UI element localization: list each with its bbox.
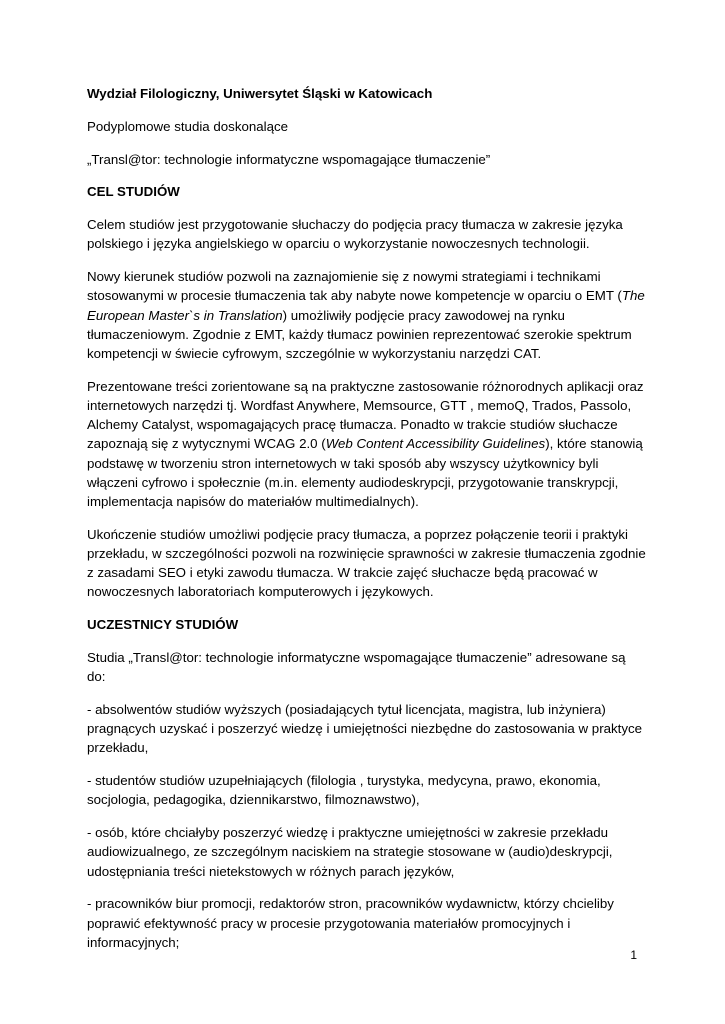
document-body — [87, 84, 647, 966]
section-heading-goal: CEL STUDIÓW — [87, 184, 180, 200]
paragraph-completion: Ukończenie studiów umożliwi podjęcie pracy tłumacza, a poprzez połączenie teorii i praktyki przekładu, w szczególności pozwoli na rozwinięcie sprawności w zakresie tłumaczenia zgodnie z zasadami SEO i etyki zawodu tłumacza. W trakcie zajęć słuchacze będą pracować w nowoczesnych laboratoriach komputerowych i językowych. — [87, 526, 646, 600]
section-heading-participants: UCZESTNICY STUDIÓW — [87, 617, 239, 633]
program-title: „Transl@tor: technologie informatyczne wspomagające tłumaczenie” — [87, 151, 491, 167]
paragraph-emt-italic: The European Master`s in Translation — [87, 288, 645, 323]
program-type: Podyplomowe studia doskonalące — [87, 118, 289, 134]
list-item: - pracowników biur promocji, redaktorów stron, pracowników wydawnictw, którzy chcieliby poprawić efektywność pracy w procesie przygotowania materiałów promocyjnych i informacyjnych; — [87, 896, 614, 950]
paragraph-tools — [87, 377, 647, 511]
paragraph-addressed: Studia „Transl@tor: technologie informatyczne wspomagające tłumaczenie” adresowane są do: — [87, 650, 626, 685]
paragraph-emt — [87, 267, 647, 363]
paragraph-emt-part2: ) umożliwiły podjęcie pracy zawodowej na rynku tłumaczeniowym. Zgodnie z EMT, każdy tłumacz powinien reprezentować szerokie spektrum kompetencji w świecie cyfrowym, szczególnie w wykorzystaniu narzędzi CAT. — [87, 307, 632, 361]
list-item: - absolwentów studiów wyższych (posiadających tytuł licencjata, magistra, lub inżyniera) pragnących uzyskać i poszerzyć wiedzę i umiejętności niezbędne do zastosowania w praktyce przekładu, — [87, 702, 643, 756]
paragraph-tools-part2: ), które stanowią podstawę w tworzeniu stron internetowych w taki sposób aby wszyscy użytkownicy byli włączeni cyfrowo i społecznie (m.in. elementy audiodeskrypcji, przygotowanie transkrypcji, implementacja napisów do materiałów multimedialnych). — [87, 436, 643, 510]
paragraph-emt-part1: Nowy kierunek studiów pozwoli na zaznajomienie się z nowymi strategiami i technikami stosowanymi w procesie tłumaczenia tak aby nabyte nowe kompetencje w oparciu o EMT ( — [87, 269, 622, 304]
list-item: - osób, które chciałyby poszerzyć wiedzę i praktyczne umiejętności w zakresie przekładu audiowizualnego, ze szczególnym naciskiem na strategie stosowane w (audio)deskrypcji, udostępniania treści nietekstowych w różnych parach języków, — [87, 825, 613, 879]
paragraph-tools-italic: Web Content Accessibility Guidelines — [325, 436, 546, 452]
paragraph-tools-part1: Prezentowane treści zorientowane są na praktyczne zastosowanie różnorodnych aplikacji oraz internetowych narzędzi tj. Wordfast Anywhere, Memsource, GTT , memoQ, Trados, Passolo, Alchemy Catalyst, wspomagających pracę tłumacza. Ponadto w trakcie studiów słuchacze zapoznają się z wytycznymi WCAG 2.0 ( — [87, 378, 644, 452]
page-number: 1 — [630, 948, 637, 962]
paragraph-goal: Celem studiów jest przygotowanie słuchaczy do podjęcia pracy tłumacza w zakresie języka polskiego i języka angielskiego w oparciu o wykorzystanie nowoczesnych technologii. — [87, 217, 623, 252]
list-item: - studentów studiów uzupełniających (filologia , turystyka, medycyna, prawo, ekonomia, socjologia, pedagogika, dziennikarstwo, filmoznawstwo), — [87, 773, 601, 808]
faculty-title: Wydział Filologiczny, Uniwersytet Śląski w Katowicach — [87, 86, 433, 101]
